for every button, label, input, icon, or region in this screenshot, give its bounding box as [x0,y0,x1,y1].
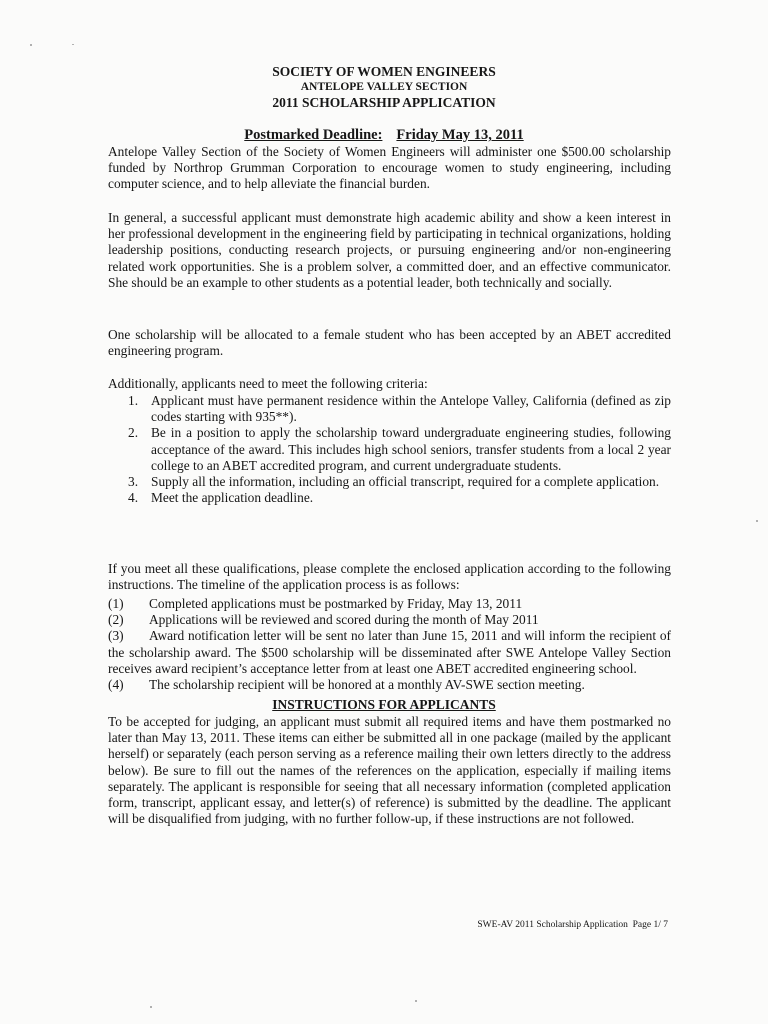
application-title: 2011 SCHOLARSHIP APPLICATION [272,95,496,110]
criteria-intro: Additionally, applicants need to meet the following criteria: [108,376,428,391]
allocation-paragraph: One scholarship will be allocated to a female student who has been accepted by an ABET accredited engineering program. [108,327,671,359]
list-text: The scholarship recipient will be honored at a monthly AV-SWE section meeting. [149,677,585,693]
scan-speck [415,1000,417,1002]
list-number: (3) [108,628,124,644]
list-number: (4) [108,677,124,693]
list-number: 2. [128,425,139,441]
list-item [108,677,671,693]
timeline-intro: If you meet all these qualifications, please complete the enclosed application according to the following instructions. The timeline of the application process is as follows: [108,561,671,593]
footer-doc-name: SWE-AV 2011 Scholarship Application [477,920,628,930]
deadline-label: Postmarked Deadline: [244,127,383,143]
instructions-heading: INSTRUCTIONS FOR APPLICANTS [272,697,496,712]
scan-speck [30,44,32,46]
list-number: 3. [128,474,139,490]
intro-paragraph: Antelope Valley Section of the Society of Women Engineers will administer one $500.00 scholarship funded by Northrop Grumman Corporation to encourage women to study engineering, including computer science, and to help alleviate the financial burden. [108,144,671,192]
section-title: ANTELOPE VALLEY SECTION [300,81,468,93]
list-item [128,474,671,490]
deadline-date: Friday May 13, 2011 [396,127,524,143]
list-item [128,490,671,506]
scan-speck [150,1006,152,1008]
list-item [128,393,671,425]
general-paragraph: In general, a successful applicant must demonstrate high academic ability and show a keen interest in her professional development in the engineering field by participating in technical organizations, holding leadership positions, conducting research projects, or pursuing engineering and/or non-engineering related work opportunities. She is a problem solver, a committed doer, and an effective communicator. She should be an example to other students as a potential leader, both technically and socially. [108,210,671,290]
deadline-heading [0,127,768,144]
list-number: (1) [108,596,124,611]
list-text: Applicant must have permanent residence within the Antelope Valley, California (defined as zip codes starting with 935**). [151,393,671,425]
criteria-list [128,393,671,506]
scan-speck [756,520,758,522]
list-item [108,596,671,612]
footer-page-number: Page 1/ 7 [632,920,668,930]
list-item [128,425,671,474]
list-number: 4. [128,490,139,506]
instructions-paragraph: To be accepted for judging, an applicant must submit all required items and have them postmarked no later than May 13, 2011. These items can either be submitted all in one package (mailed by the applicant herself) or separately (each person serving as a reference mailing their own letters directly to the address below). Be sure to fill out the names of the references on the application, especially if mailing items separately. The applicant is responsible for seeing that all necessary information (completed application form, transcript, applicant essay, and letter(s) of reference) is submitted by the deadline. The applicant will be disqualified from judging, with no further follow-up, if these instructions are not followed. [108,714,671,827]
list-number: (2) [108,612,124,628]
list-text: Award notification letter will be sent no later than June 15, 2011 and will inform the recipient of the scholarship award. The $500 scholarship will be disseminated after SWE Antelope Valley Section receives award recipient’s acceptance letter from at least one ABET accredited engineering school. [108,628,671,676]
list-text: Completed applications must be postmarked by Friday, May 13, 2011 [149,596,523,611]
timeline-list [108,596,671,693]
list-text: Meet the application deadline. [151,490,314,506]
page-footer [477,920,668,930]
scan-speck [72,44,74,45]
list-item [108,628,671,677]
list-number: 1. [128,393,139,408]
list-item [108,612,671,628]
list-text: Applications will be reviewed and scored during the month of May 2011 [149,612,539,628]
list-text: Supply all the information, including an official transcript, required for a complete application. [151,474,660,490]
list-text: Be in a position to apply the scholarship toward undergraduate engineering studies, following acceptance of the award. This includes high school seniors, transfer students from a local 2 year college to an ABET accredited program, and current undergraduate students. [151,425,671,473]
organization-title: SOCIETY OF WOMEN ENGINEERS [272,64,496,79]
